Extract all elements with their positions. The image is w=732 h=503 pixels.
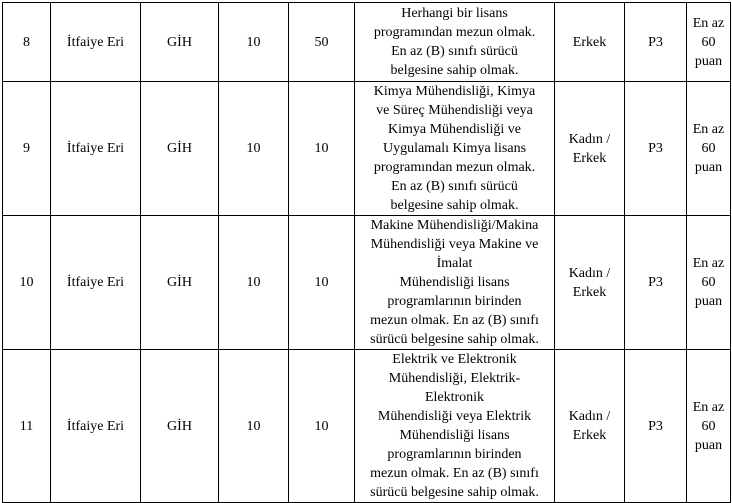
requirement-cell-line: sürücü belgesine sahip olmak. — [370, 485, 539, 500]
gender-cell — [555, 82, 625, 216]
requirement-cell — [355, 82, 555, 216]
requirement-cell-line: mezun olmak. En az (B) sınıfı — [370, 313, 539, 328]
row-number-cell: 9 — [3, 82, 51, 216]
requirement-cell-line: ve Süreç Mühendisliği veya — [376, 103, 533, 118]
min-score-cell — [687, 216, 731, 350]
position-title-cell: İtfaiye Eri — [51, 350, 141, 503]
count-cell: 10 — [289, 216, 355, 350]
min-score-cell — [687, 350, 731, 503]
degree-cell: 10 — [219, 3, 289, 82]
table-row — [3, 350, 731, 503]
row-number-cell: 10 — [3, 216, 51, 350]
row-number-cell: 8 — [3, 3, 51, 82]
min-score-cell-line: 60 — [701, 275, 716, 290]
requirement-cell — [355, 216, 555, 350]
requirement-cell-line: Mühendisliği veya Makine ve — [370, 237, 539, 252]
gender-cell-line: Kadın / — [568, 409, 611, 424]
position-title-cell: İtfaiye Eri — [51, 216, 141, 350]
requirement-cell-line: Makine Mühendisliği/Makina — [370, 218, 539, 233]
requirement-cell-line: programlarının birinden — [387, 447, 522, 462]
min-score-cell-line: puan — [694, 160, 723, 175]
min-score-cell-line: 60 — [701, 34, 716, 50]
class-cell: GİH — [141, 82, 219, 216]
row-number-cell: 11 — [3, 350, 51, 503]
position-title-cell: İtfaiye Eri — [51, 82, 141, 216]
table-body — [3, 3, 731, 503]
requirement-cell-line: belgesine sahip olmak. — [390, 63, 519, 78]
degree-cell: 10 — [219, 82, 289, 216]
requirement-cell-line: Elektronik — [424, 390, 485, 405]
gender-cell-line: Kadın / — [568, 131, 611, 147]
positions-table — [2, 2, 731, 503]
class-cell: GİH — [141, 3, 219, 82]
count-cell: 10 — [289, 350, 355, 503]
min-score-cell-line: En az — [692, 256, 725, 271]
table-row — [3, 82, 731, 216]
exam-type-cell: P3 — [625, 82, 687, 216]
requirement-cell-line: programından mezun olmak. — [373, 160, 536, 175]
requirement-cell-line: En az (B) sınıfı sürücü — [391, 179, 518, 194]
min-score-cell-line: En az — [692, 399, 725, 415]
requirement-cell-line: Mühendisliği lisans — [399, 275, 510, 290]
requirement-cell-line: mezun olmak. En az (B) sınıfı — [370, 466, 539, 481]
exam-type-cell: P3 — [625, 350, 687, 503]
gender-cell-line: Erkek — [572, 428, 607, 443]
min-score-cell-line: puan — [694, 437, 723, 453]
position-title-cell: İtfaiye Eri — [51, 3, 141, 82]
requirement-cell — [355, 350, 555, 503]
min-score-cell-line: puan — [694, 294, 723, 309]
min-score-cell — [687, 3, 731, 82]
gender-cell — [555, 350, 625, 503]
requirement-cell-line: Mühendisliği, Elektrik- — [388, 371, 521, 386]
gender-cell-line: Erkek — [572, 284, 607, 300]
min-score-cell-line: 60 — [701, 141, 716, 156]
requirement-cell-line: Uygulamalı Kimya lisans — [382, 141, 527, 156]
gender-cell — [555, 3, 625, 82]
degree-cell: 10 — [219, 350, 289, 503]
gender-cell — [555, 216, 625, 350]
gender-cell-line: Erkek — [572, 34, 607, 50]
requirement-cell-line: Mühendisliği veya Elektrik — [377, 409, 532, 424]
class-cell: GİH — [141, 350, 219, 503]
requirement-cell — [355, 3, 555, 82]
requirement-cell-line: Mühendisliği lisans — [399, 428, 510, 443]
count-cell: 10 — [289, 82, 355, 216]
min-score-cell-line: 60 — [701, 418, 716, 434]
requirement-cell-line: Herhangi bir lisans — [401, 6, 508, 21]
class-cell: GİH — [141, 216, 219, 350]
exam-type-cell: P3 — [625, 216, 687, 350]
gender-cell-line: Kadın / — [568, 265, 611, 281]
count-cell: 50 — [289, 3, 355, 82]
gender-cell-line: Erkek — [572, 150, 607, 166]
exam-type-cell: P3 — [625, 3, 687, 82]
requirement-cell-line: Kimya Mühendisliği, Kimya — [373, 84, 536, 99]
table-row — [3, 216, 731, 350]
requirement-cell-line: İmalat — [436, 256, 473, 271]
degree-cell: 10 — [219, 216, 289, 350]
requirement-cell-line: belgesine sahip olmak. — [390, 198, 519, 213]
requirement-cell-line: programlarının birinden — [387, 294, 522, 309]
requirement-cell-line: Kimya Mühendisliği ve — [388, 122, 521, 137]
min-score-cell — [687, 82, 731, 216]
table-row — [3, 3, 731, 82]
requirement-cell-line: En az (B) sınıfı sürücü — [391, 44, 518, 59]
requirement-cell-line: programından mezun olmak. — [373, 25, 536, 40]
min-score-cell-line: En az — [692, 15, 725, 31]
min-score-cell-line: puan — [694, 53, 723, 69]
min-score-cell-line: En az — [692, 122, 725, 137]
requirement-cell-line: Elektrik ve Elektronik — [392, 352, 517, 367]
requirement-cell-line: sürücü belgesine sahip olmak. — [370, 332, 539, 347]
